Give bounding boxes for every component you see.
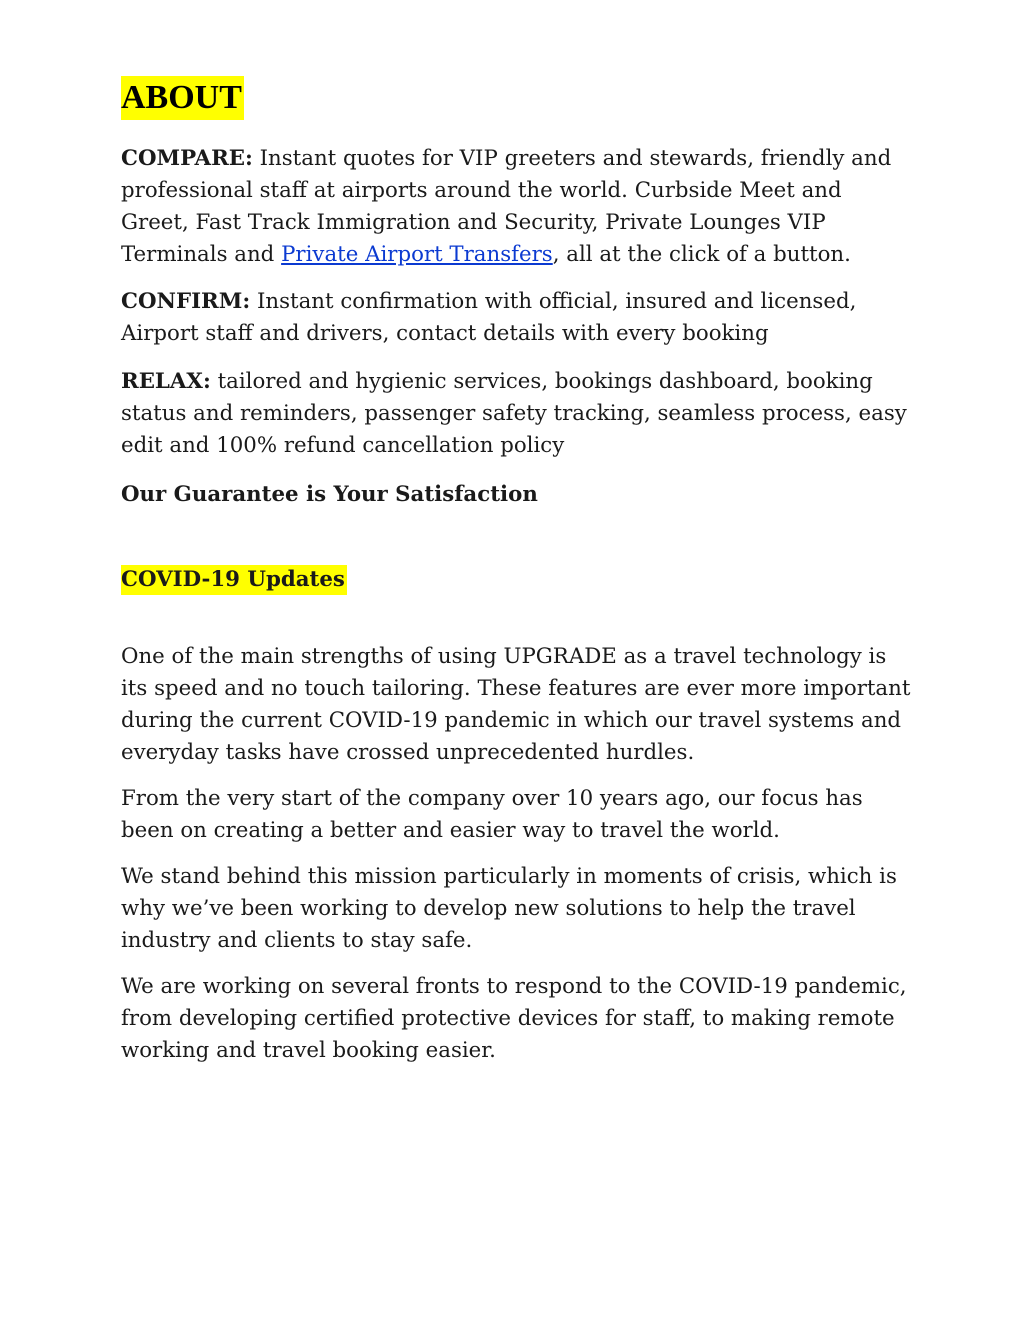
guarantee-statement: Our Guarantee is Your Satisfaction [121, 482, 538, 507]
confirm-text: Instant confirmation with official, insured and licensed, Airport staff and drivers, contact details with every booking [121, 289, 857, 346]
document-content [121, 72, 911, 1067]
compare-text-end: , all at the click of a button. [552, 242, 851, 267]
private-airport-transfers-link[interactable]: Private Airport Transfers [281, 242, 553, 267]
covid-section [121, 547, 911, 612]
relax-paragraph [121, 366, 911, 462]
confirm-paragraph [121, 286, 911, 350]
covid-heading: COVID-19 Updates [121, 565, 347, 595]
relax-text: tailored and hygienic services, bookings dashboard, booking status and reminders, passenger safety tracking, seamless process, easy edit and 100% refund cancellation policy [121, 369, 907, 458]
compare-text: Instant quotes for VIP greeters and stewards, friendly and professional staff at airports around the world. Curbside Meet and Greet, Fast Track Immigration and Security, Private Lounges VIP Terminals and [121, 146, 892, 267]
compare-paragraph [121, 143, 911, 271]
compare-label: COMPARE: [121, 146, 253, 171]
about-heading: ABOUT [121, 76, 244, 120]
covid-paragraph-2: From the very start of the company over 10 years ago, our focus has been on creating a better and easier way to travel the world. [121, 786, 863, 844]
covid-paragraph-3: We stand behind this mission particularly in moments of crisis, which is why we’ve been working to develop new solutions to help the travel industry and clients to stay safe. [121, 864, 897, 954]
confirm-label: CONFIRM: [121, 289, 251, 314]
covid-paragraph-1: One of the main strengths of using UPGRADE as a travel technology is its speed and no touch tailoring. These features are ever more important during the current COVID-19 pandemic in which our travel systems and everyday tasks have crossed unprecedented hurdles. [121, 644, 911, 766]
relax-label: RELAX: [121, 369, 211, 394]
covid-paragraph-4: We are working on several fronts to respond to the COVID-19 pandemic, from developing certified protective devices for staff, to making remote working and travel booking easier. [121, 974, 907, 1064]
